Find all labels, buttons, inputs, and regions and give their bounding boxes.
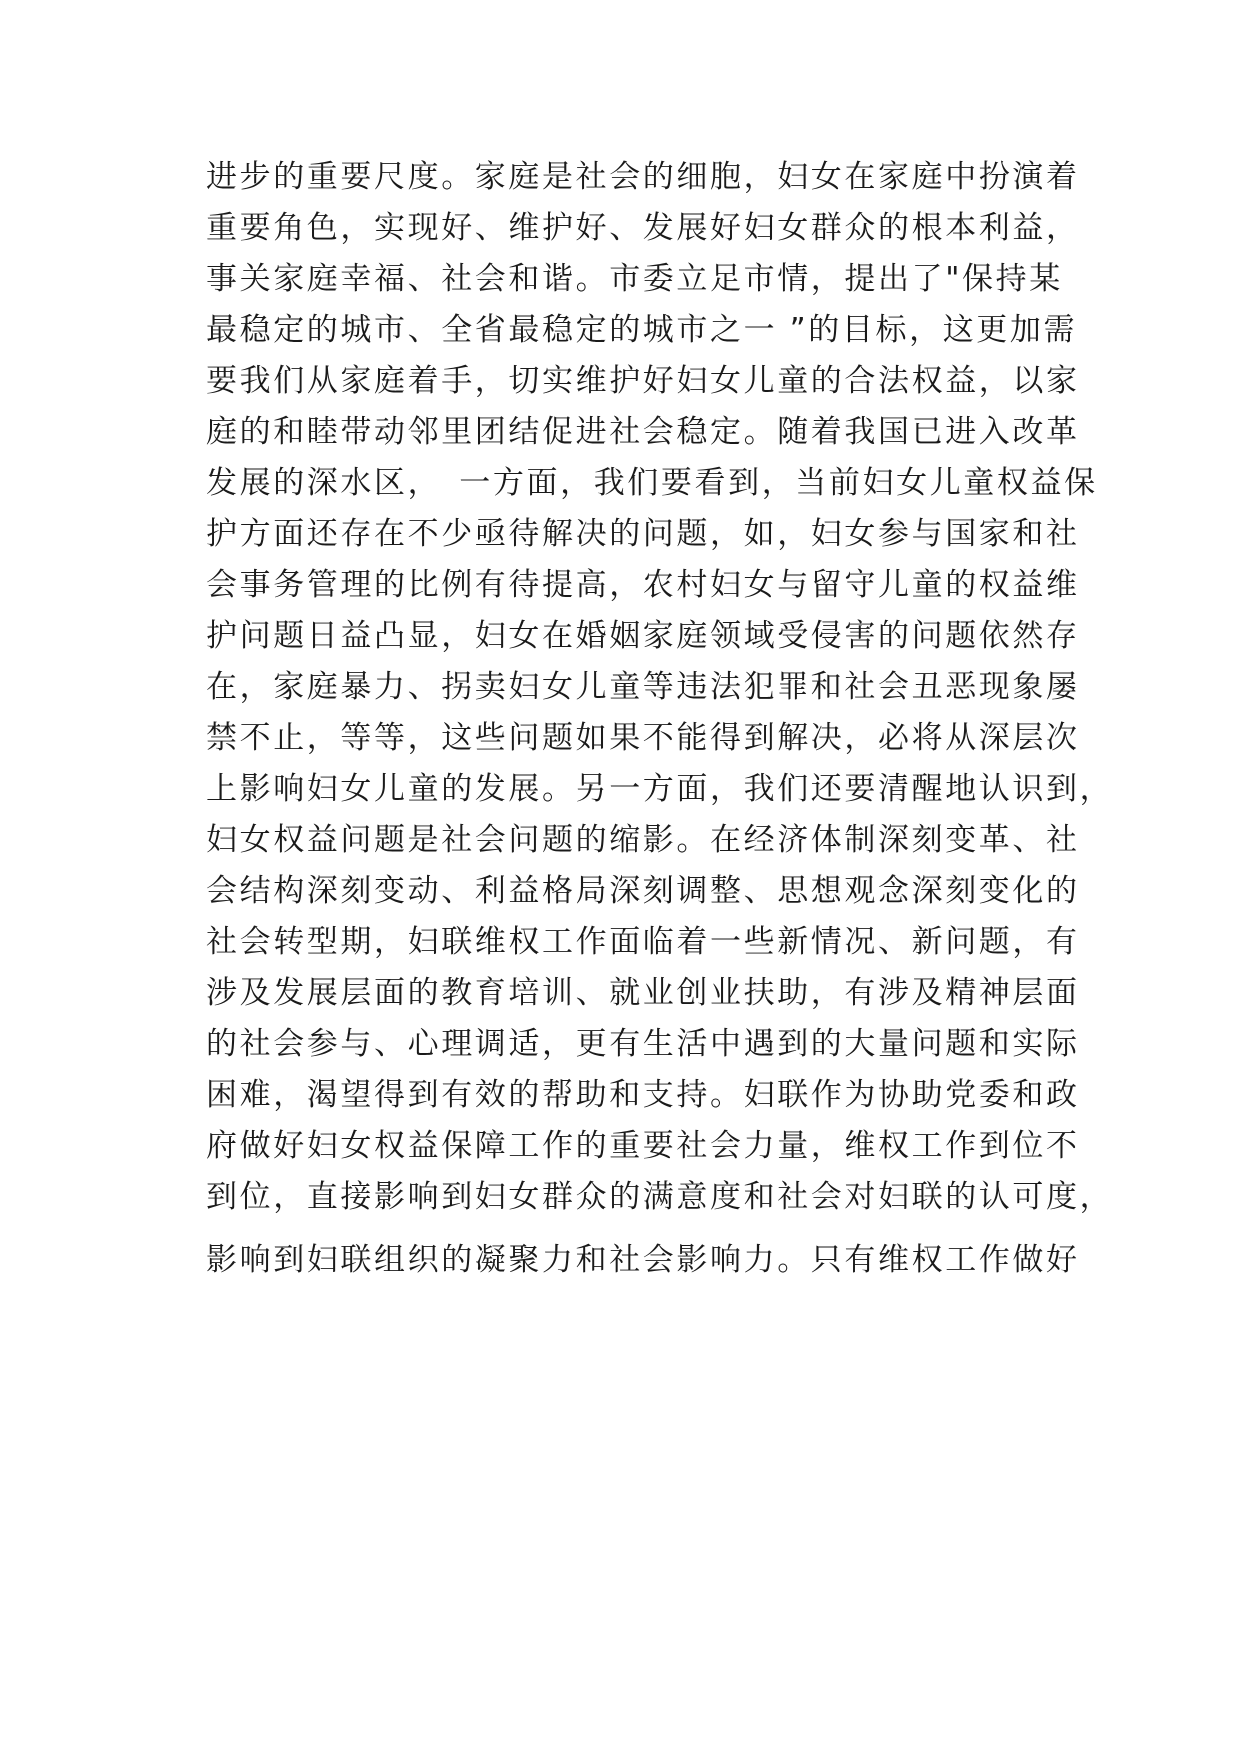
text-line: 要我们从家庭着手，切实维护好妇女儿童的合法权益，以家 — [206, 363, 1080, 399]
text-line: 社会转型期，妇联维权工作面临着一些新情况、新问题，有 — [206, 924, 1080, 960]
text-line: 会结构深刻变动、利益格局深刻调整、思想观念深刻变化的 — [206, 873, 1080, 909]
text-line: 发展的深水区， 一方面，我们要看到，当前妇女儿童权益保 — [206, 465, 1098, 501]
text-line: 最稳定的城市、全省最稳定的城市之一 ”的目标，这更加需 — [206, 312, 1078, 348]
text-line: 妇女权益问题是社会问题的缩影。在经济体制深刻变革、社 — [206, 822, 1080, 858]
text-line: 护问题日益凸显，妇女在婚姻家庭领域受侵害的问题依然存 — [206, 618, 1080, 654]
text-line: 护方面还存在不少亟待解决的问题，如，妇女参与国家和社 — [206, 516, 1080, 552]
text-line: 困难，渴望得到有效的帮助和支持。妇联作为协助党委和政 — [206, 1077, 1080, 1113]
text-line: 禁不止，等等，这些问题如果不能得到解决，必将从深层次 — [206, 720, 1080, 756]
text-line: 的社会参与、心理调适，更有生活中遇到的大量问题和实际 — [206, 1026, 1080, 1062]
text-line: 府做好妇女权益保障工作的重要社会力量，维权工作到位不 — [206, 1128, 1080, 1164]
text-line: 庭的和睦带动邻里团结促进社会稳定。随着我国已进入改革 — [206, 414, 1080, 450]
body-paragraph — [206, 152, 1114, 1286]
text-line: 重要角色，实现好、维护好、发展好妇女群众的根本利益， — [206, 210, 1080, 246]
text-line: 在，家庭暴力、拐卖妇女儿童等违法犯罪和社会丑恶现象屡 — [206, 669, 1080, 705]
text-line: 会事务管理的比例有待提高，农村妇女与留守儿童的权益维 — [206, 567, 1080, 603]
text-line: 到位，直接影响到妇女群众的满意度和社会对妇联的认可度， — [206, 1179, 1114, 1215]
text-line: 进步的重要尺度。家庭是社会的细胞，妇女在家庭中扮演着 — [206, 159, 1080, 195]
text-line: 事关家庭幸福、社会和谐。市委立足市情，提出了"保持某 — [206, 261, 1063, 297]
text-line: 影响到妇联组织的凝聚力和社会影响力。只有维权工作做好 — [206, 1242, 1080, 1278]
text-line: 涉及发展层面的教育培训、就业创业扶助，有涉及精神层面 — [206, 975, 1080, 1011]
text-line: 上影响妇女儿童的发展。另一方面，我们还要清醒地认识到， — [206, 771, 1114, 807]
